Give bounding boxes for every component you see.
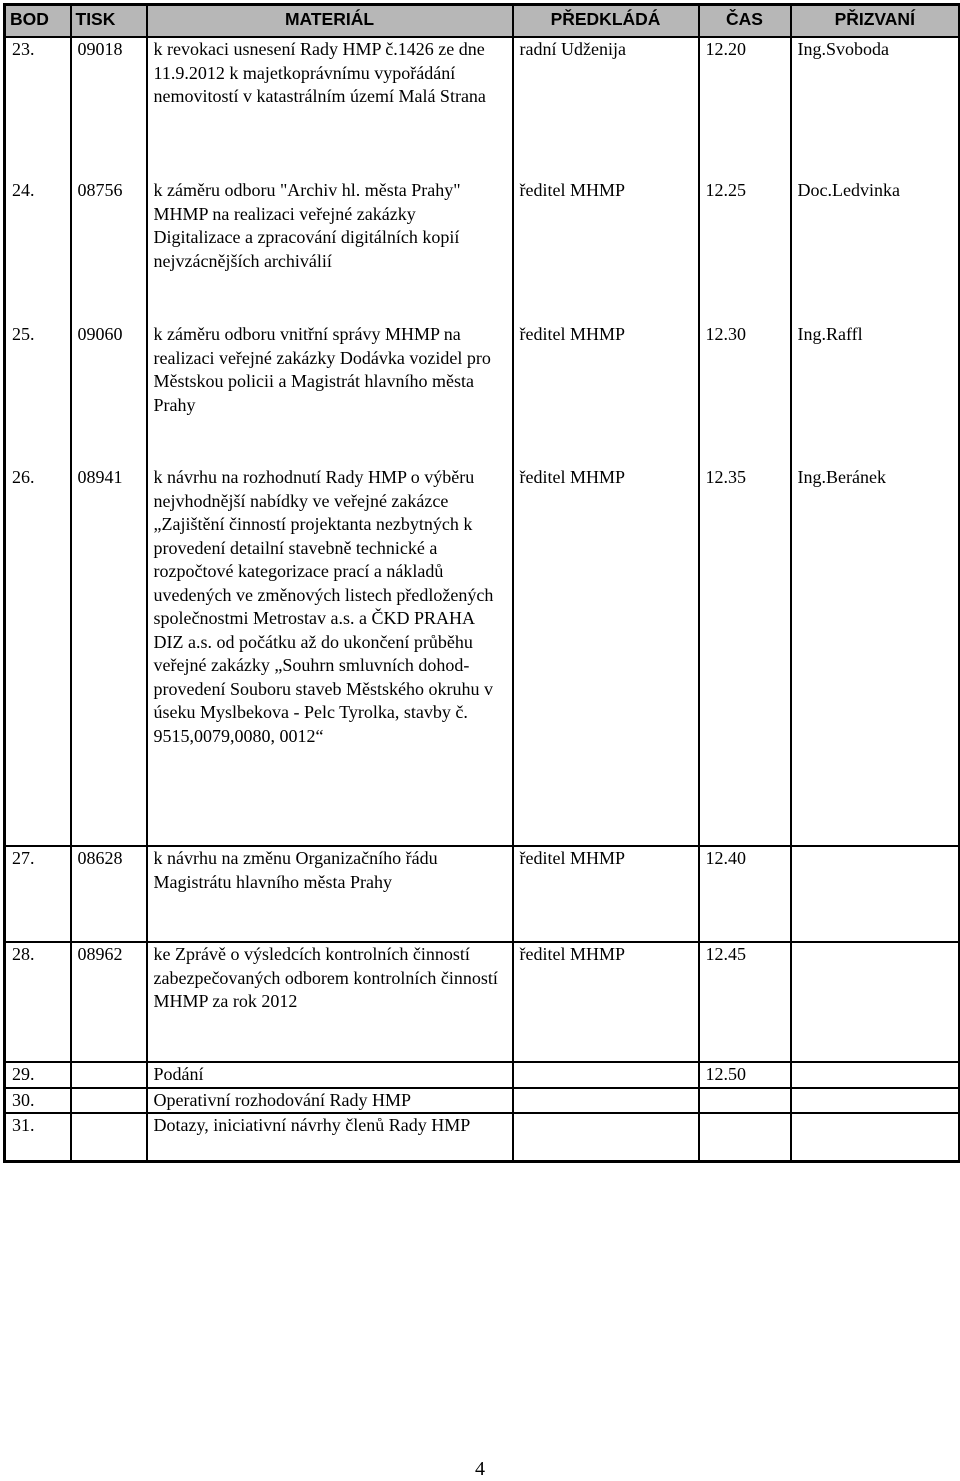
cell-cas: 12.25 [699, 179, 791, 323]
cell-material: k záměru odboru "Archiv hl. města Prahy" MHMP na realizaci veřejné zakázky Digitalizace a zpracování digitálních kopií nejvzácnějších archiválií [147, 179, 513, 323]
cell-bod: 25. [5, 323, 71, 466]
table-row [5, 323, 960, 466]
cell-material: Operativní rozhodování Rady HMP [147, 1088, 513, 1114]
cell-bod: 27. [5, 846, 71, 942]
cell-predklada: ředitel MHMP [513, 466, 699, 846]
cell-prizvani [791, 942, 960, 1062]
cell-tisk: 09060 [71, 323, 147, 466]
cell-cas: 12.20 [699, 37, 791, 179]
header-material: MATERIÁL [147, 5, 513, 38]
cell-cas: 12.40 [699, 846, 791, 942]
header-predklada: PŘEDKLÁDÁ [513, 5, 699, 38]
cell-predklada [513, 1113, 699, 1161]
table-row [5, 179, 960, 323]
header-bod: BOD [5, 5, 71, 38]
cell-bod: 30. [5, 1088, 71, 1114]
agenda-table [3, 3, 960, 1163]
cell-cas: 12.35 [699, 466, 791, 846]
cell-bod: 26. [5, 466, 71, 846]
cell-predklada [513, 1088, 699, 1114]
header-cas: ČAS [699, 5, 791, 38]
cell-cas [699, 1113, 791, 1161]
cell-prizvani: Ing.Raffl [791, 323, 960, 466]
cell-bod: 28. [5, 942, 71, 1062]
cell-prizvani: Ing.Svoboda [791, 37, 960, 179]
cell-prizvani [791, 1062, 960, 1088]
cell-material: Podání [147, 1062, 513, 1088]
cell-tisk: 08962 [71, 942, 147, 1062]
cell-prizvani [791, 1088, 960, 1114]
cell-bod: 31. [5, 1113, 71, 1161]
cell-tisk [71, 1088, 147, 1114]
cell-predklada: ředitel MHMP [513, 323, 699, 466]
cell-material: k návrhu na změnu Organizačního řádu Magistrátu hlavního města Prahy [147, 846, 513, 942]
cell-tisk [71, 1113, 147, 1161]
cell-prizvani: Doc.Ledvinka [791, 179, 960, 323]
cell-tisk [71, 1062, 147, 1088]
cell-material: k záměru odboru vnitřní správy MHMP na realizaci veřejné zakázky Dodávka vozidel pro Městskou policii a Magistrát hlavního města Prahy [147, 323, 513, 466]
table-row [5, 846, 960, 942]
cell-predklada: radní Udženija [513, 37, 699, 179]
table-row [5, 1062, 960, 1088]
cell-tisk: 09018 [71, 37, 147, 179]
header-tisk: TISK [71, 5, 147, 38]
cell-prizvani [791, 1113, 960, 1161]
table-row [5, 942, 960, 1062]
header-row [5, 5, 960, 38]
table-row [5, 1088, 960, 1114]
cell-bod: 23. [5, 37, 71, 179]
cell-prizvani [791, 846, 960, 942]
cell-predklada: ředitel MHMP [513, 942, 699, 1062]
cell-predklada: ředitel MHMP [513, 846, 699, 942]
cell-prizvani: Ing.Beránek [791, 466, 960, 846]
cell-material: k revokaci usnesení Rady HMP č.1426 ze dne 11.9.2012 k majetkoprávnímu vypořádání nemovitostí v katastrálním území Malá Strana [147, 37, 513, 179]
table-row [5, 37, 960, 179]
page-number: 4 [475, 1458, 485, 1480]
table-row [5, 1113, 960, 1161]
cell-cas: 12.45 [699, 942, 791, 1062]
cell-tisk: 08756 [71, 179, 147, 323]
cell-cas: 12.30 [699, 323, 791, 466]
table-row [5, 466, 960, 846]
cell-material: k návrhu na rozhodnutí Rady HMP o výběru nejvhodnější nabídky ve veřejné zakázce „Zajištění činností projektanta nezbytných k provedení detailní stavebně technické a rozpočtové kategorizace prací a nákladů uvedených ve změnových listech předložených společnostmi Metrostav a.s. a ČKD PRAHA DIZ a.s. od počátku až do ukončení průběhu veřejné zakázky „Souhrn smluvních dohod-provedení Souboru staveb Městského okruhu v úseku Myslbekova - Pelc Tyrolka, stavby č. 9515,0079,0080, 0012“ [147, 466, 513, 846]
cell-tisk: 08628 [71, 846, 147, 942]
cell-predklada: ředitel MHMP [513, 179, 699, 323]
cell-cas [699, 1088, 791, 1114]
cell-bod: 24. [5, 179, 71, 323]
cell-tisk: 08941 [71, 466, 147, 846]
cell-cas: 12.50 [699, 1062, 791, 1088]
cell-bod: 29. [5, 1062, 71, 1088]
cell-material: ke Zprávě o výsledcích kontrolních činností zabezpečovaných odborem kontrolních činností MHMP za rok 2012 [147, 942, 513, 1062]
cell-predklada [513, 1062, 699, 1088]
cell-material: Dotazy, iniciativní návrhy členů Rady HMP [147, 1113, 513, 1161]
header-prizvani: PŘIZVANÍ [791, 5, 960, 38]
